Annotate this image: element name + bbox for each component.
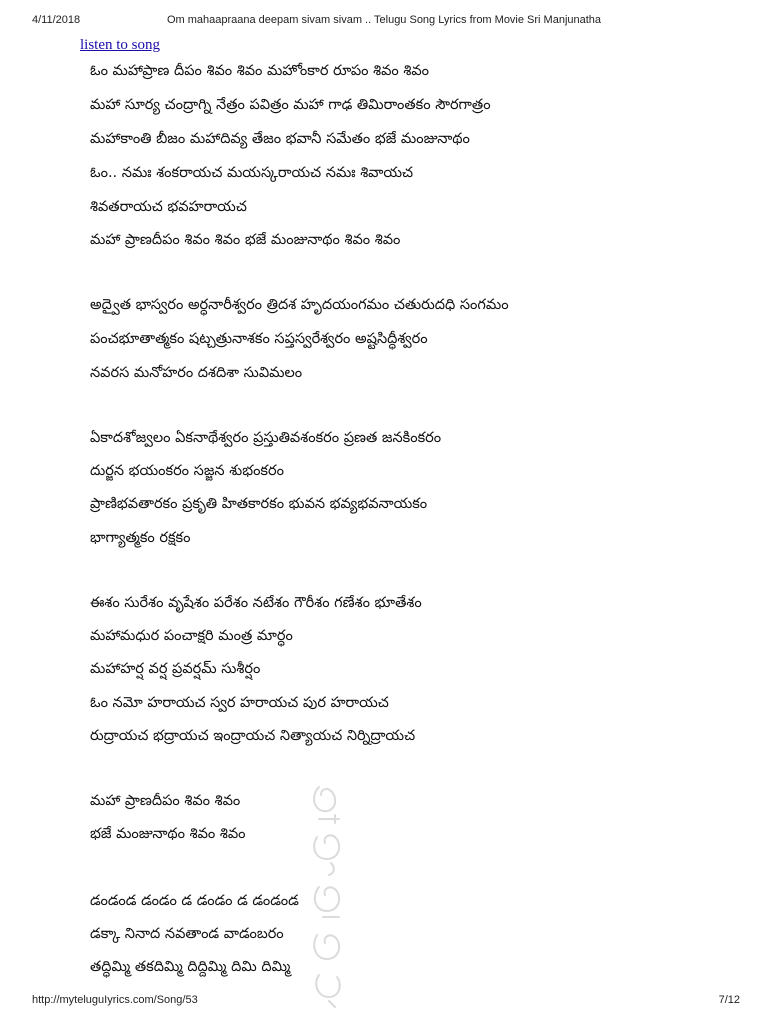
lyric-line: డండండ డండం డ డండం డ డండండ — [90, 893, 299, 909]
lyric-line: పంచభూతాత్మకం షట్చత్రునాశకం సప్తస్వరేశ్వరం అష్టసిద్ధీశ్వరం — [90, 331, 428, 347]
lyric-line: తద్ధిమ్మి తకదిమ్మి దిద్దిమ్మి దిమి దిమ్మి — [90, 959, 291, 975]
page-number: 7/12 — [718, 994, 740, 1006]
lyric-line: ఈశం సురేశం వృషేశం పరేశం నటేశం గౌరీశం గణేశం భూతేశం — [90, 595, 422, 611]
lyric-line: డక్కా నినాద నవతాండ వాడంబరం — [90, 926, 284, 942]
lyric-line: శివతరాయచ భవహరాయచ — [90, 199, 247, 215]
lyric-line: దుర్జన భయంకరం సజ్జన శుభంకరం — [90, 463, 284, 479]
lyric-line: మహా ప్రాణదీపం శివం శివం భజే మంజునాథం శివం శివం — [90, 232, 401, 248]
page-title: Om mahaapraana deepam sivam sivam .. Telugu Song Lyrics from Movie Sri Manjunatha — [166, 14, 602, 26]
lyric-line: మహామధుర పంచాక్షరి మంత్ర మార్ధం — [90, 628, 293, 644]
lyric-line: ఏకాదశోజ్వలం ఏకనాథేశ్వరం ప్రస్తుతివశంకరం ప్రణత జనకింకరం — [90, 430, 442, 446]
lyric-line: ఓం నమో హరాయచ స్వర హరాయచ పుర హరాయచ — [90, 695, 389, 711]
lyric-line: మహా సూర్య చంద్రాగ్ని నేత్రం పవిత్రం మహా గాఢ తిమిరాంతకం సౌరగాత్రం — [90, 97, 491, 113]
lyric-line: మహాకాంతి బీజం మహాదివ్య తేజం భవానీ సమేతం భజే మంజునాథం — [90, 131, 470, 147]
lyric-line: అద్వైత భాస్వరం అర్ధనారీశ్వరం త్రిదశ హృదయంగమం చతురుదధి సంగమం — [90, 297, 509, 313]
lyric-line: ఓం మహాప్రాణ దీపం శివం శివం మహోంకార రూపం శివం శివం — [90, 63, 430, 79]
footer-url: http://myteluguIyrics.com/Song/53 — [32, 994, 198, 1006]
lyric-line: నవరస మనోహరం దశదిశా సువిమలం — [90, 365, 303, 381]
lyric-line: ఓం.. నమః శంకరాయచ మయస్కరాయచ నమః శివాయచ — [90, 165, 414, 181]
watermark-graphic — [305, 775, 353, 1010]
lyric-line: మహాహర్ష వర్ష ప్రవర్షమ్ సుశీర్షం — [90, 661, 261, 677]
lyric-line: రుద్రాయచ భద్రాయచ ఇంద్రాయచ నిత్యాయచ నిర్నిద్రాయచ — [90, 728, 416, 744]
lyric-line: ప్రాణిభవతారకం ప్రకృతి హితకారకం భువన భవ్యభవనాయకం — [90, 496, 428, 512]
lyric-line: భాగ్యాత్మకం రక్షకం — [90, 530, 191, 546]
lyric-line: మహా ప్రాణదీపం శివం శివం — [90, 793, 241, 809]
lyric-line: భజే మంజునాథం శివం శివం — [90, 826, 246, 842]
print-date: 4/11/2018 — [32, 14, 81, 26]
listen-to-song-link[interactable]: listen to song — [80, 37, 161, 53]
